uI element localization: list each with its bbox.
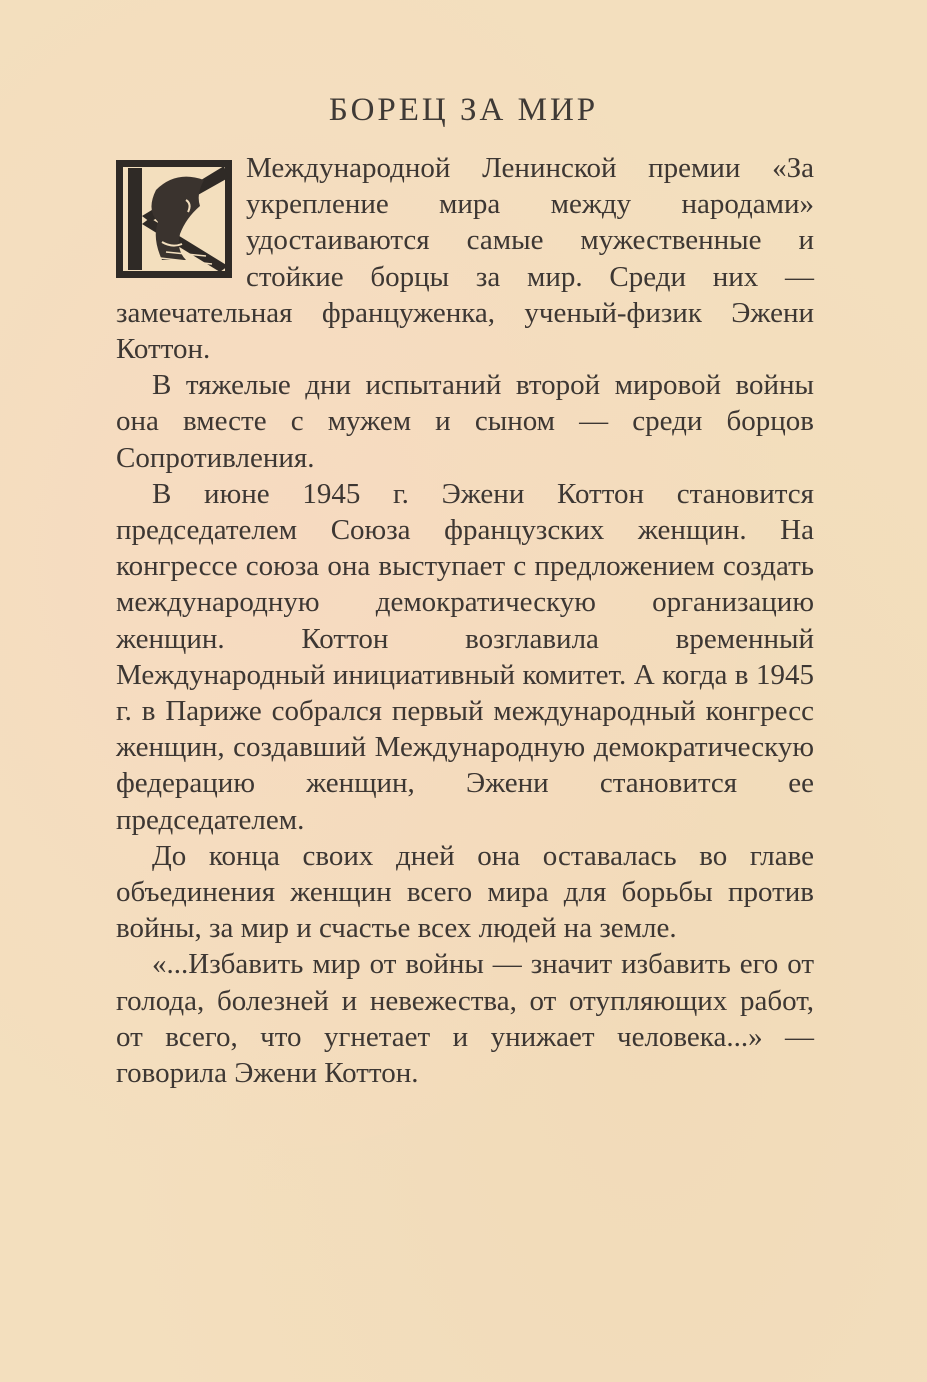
- article-body: [116, 150, 814, 1091]
- paragraph-5: «...Избавить мир от войны — значит избавить его от голода, болезней и невежества, от отупляющих работ, от всего, что угнетает и унижает человека...» — говорила Эжени Коттон.: [116, 948, 814, 1090]
- paragraph-1-text: Международной Ленинской премии «За укрепление мира между народами» удостаиваются самые мужественные и стойкие борцы за мир. Среди них — замечательная француженка, ученый-физик Эжени Коттон.: [116, 152, 814, 366]
- paragraph-2: В тяжелые дни испытаний второй мировой войны она вместе с мужем и сыном — среди борцов Сопротивления.: [116, 369, 814, 474]
- drop-cap-k-icon: [116, 160, 232, 278]
- page-title: БОРЕЦ ЗА МИР: [328, 92, 599, 128]
- drop-cap-illustration: [116, 160, 232, 278]
- paragraph-4: До конца своих дней она оставалась во главе объединения женщин всего мира для борьбы против войны, за мир и счастье всех людей на земле.: [116, 839, 814, 945]
- paragraph-1: [116, 150, 814, 367]
- paragraph-3: В июне 1945 г. Эжени Коттон становится председателем Союза французских женщин. На конгрессе союза она выступает с предложением создать международную демократическую организацию женщин. Коттон возглавила временный Международный инициативный комитет. А когда в 1945 г. в Париже собрался первый международный конгресс женщин, создавший Международную демократическую федерацию женщин, Эжени становится ее председателем.: [116, 477, 814, 836]
